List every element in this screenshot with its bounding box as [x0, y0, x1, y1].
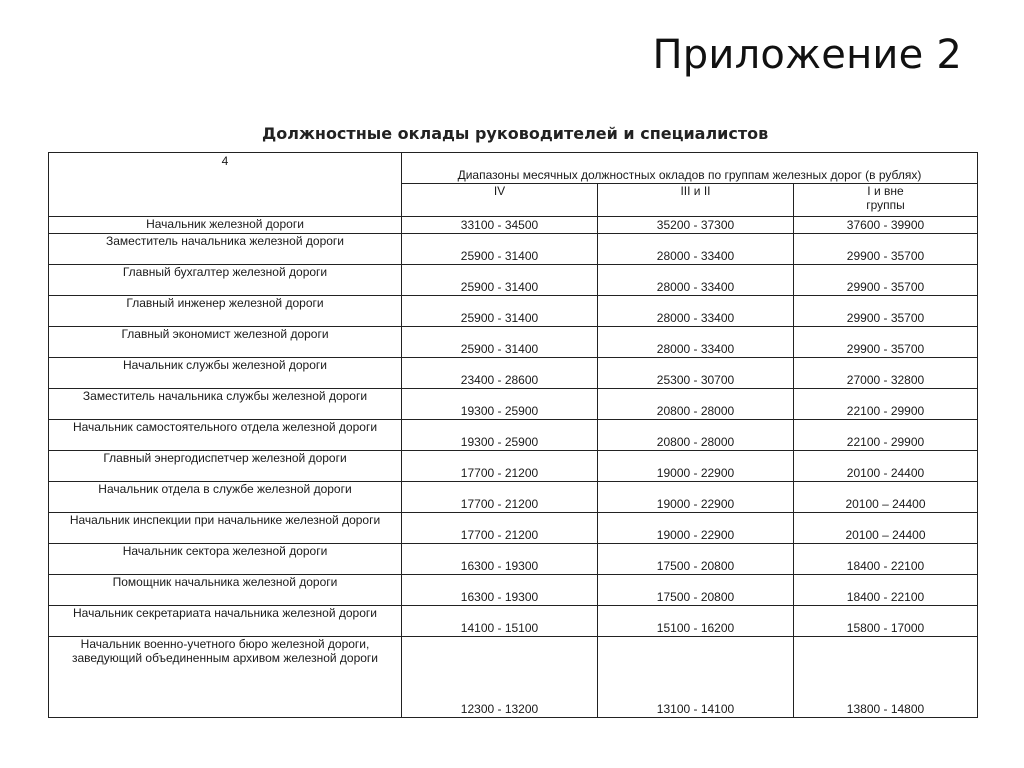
position-label: Заместитель начальника железной дороги [106, 234, 344, 248]
salary-range-g32: 28000 - 33400 [598, 296, 794, 327]
salary-range-g4: 16300 - 19300 [402, 544, 598, 575]
position-label: Начальник самостоятельного отдела железной дороги [72, 420, 378, 434]
salary-range-g1: 29900 - 35700 [794, 265, 978, 296]
salary-range-g4: 25900 - 31400 [402, 234, 598, 265]
salary-range-g4: 19300 - 25900 [402, 420, 598, 451]
table-row [49, 513, 978, 544]
salary-range-g4: 14100 - 15100 [402, 606, 598, 637]
salary-range-g32: 17500 - 20800 [598, 544, 794, 575]
salary-range-g32: 35200 - 37300 [598, 217, 794, 234]
salary-range-g32: 19000 - 22900 [598, 482, 794, 513]
position-label: Начальник секретариата начальника железной дороги [73, 606, 377, 620]
header-number: 4 [221, 154, 229, 168]
salary-range-g32: 19000 - 22900 [598, 513, 794, 544]
salary-range-g1: 18400 - 22100 [794, 544, 978, 575]
table-title: Должностные оклады руководителей и специалистов [262, 124, 769, 143]
salary-range-g1: 20100 – 24400 [794, 482, 978, 513]
table-row [49, 327, 978, 358]
header-range-label: Диапазоны месячных должностных окладов по группам железных дорог (в рублях) [457, 168, 922, 182]
position-label: Начальник военно-учетного бюро железной дороги, [80, 637, 370, 651]
salary-table-body [49, 153, 978, 718]
salary-range-g4: 25900 - 31400 [402, 296, 598, 327]
position-cell [49, 358, 402, 389]
salary-range-g32: 25300 - 30700 [598, 358, 794, 389]
salary-range-g4: 25900 - 31400 [402, 327, 598, 358]
position-cell [49, 544, 402, 575]
position-label: Помощник начальника железной дороги [112, 575, 338, 589]
salary-range-g1: 29900 - 35700 [794, 234, 978, 265]
position-cell [49, 575, 402, 606]
table-row [49, 637, 978, 718]
position-label: Главный бухгалтер железной дороги [122, 265, 328, 279]
position-label: Начальник сектора железной дороги [122, 544, 328, 558]
table-row [49, 296, 978, 327]
position-label: Начальник отдела в службе железной дороги [98, 482, 352, 496]
header-group-iv-label: IV [493, 184, 506, 198]
header-group-i [794, 184, 978, 217]
salary-range-g4: 17700 - 21200 [402, 513, 598, 544]
position-label: Заместитель начальника службы железной дороги [82, 389, 368, 403]
position-cell [49, 637, 402, 718]
salary-range-g32: 28000 - 33400 [598, 265, 794, 296]
position-label: Начальник железной дороги [146, 217, 304, 231]
table-row [49, 544, 978, 575]
header-group-iv [402, 184, 598, 217]
position-cell [49, 420, 402, 451]
header-group-i-line2: группы [866, 198, 905, 212]
position-label: Главный экономист железной дороги [121, 327, 329, 341]
salary-range-g1: 22100 - 29900 [794, 420, 978, 451]
salary-range-g32: 28000 - 33400 [598, 234, 794, 265]
position-cell [49, 217, 402, 234]
salary-range-g1: 22100 - 29900 [794, 389, 978, 420]
position-cell [49, 389, 402, 420]
position-cell [49, 482, 402, 513]
position-label: Главный энергодиспетчер железной дороги [103, 451, 347, 465]
salary-range-g32: 19000 - 22900 [598, 451, 794, 482]
table-row [49, 575, 978, 606]
position-cell [49, 451, 402, 482]
salary-range-g1: 27000 - 32800 [794, 358, 978, 389]
salary-range-g32: 20800 - 28000 [598, 420, 794, 451]
salary-range-g4: 23400 - 28600 [402, 358, 598, 389]
position-label: Главный инженер железной дороги [126, 296, 324, 310]
salary-range-g1: 20100 – 24400 [794, 513, 978, 544]
table-row [49, 265, 978, 296]
position-label: Начальник инспекции при начальнике железной дороги [69, 513, 381, 527]
position-label: заведующий объединенным архивом железной дороги [71, 651, 379, 665]
position-label: Начальник службы железной дороги [123, 358, 327, 372]
salary-range-g1: 37600 - 39900 [794, 217, 978, 234]
salary-range-g4: 33100 - 34500 [402, 217, 598, 234]
salary-range-g4: 19300 - 25900 [402, 389, 598, 420]
salary-range-g4: 17700 - 21200 [402, 451, 598, 482]
position-cell [49, 513, 402, 544]
salary-range-g1: 20100 - 24400 [794, 451, 978, 482]
salary-range-g1: 13800 - 14800 [794, 637, 978, 718]
table-row [49, 389, 978, 420]
position-cell [49, 265, 402, 296]
salary-range-g32: 13100 - 14100 [598, 637, 794, 718]
position-cell [49, 327, 402, 358]
salary-range-g1: 18400 - 22100 [794, 575, 978, 606]
salary-range-g1: 15800 - 17000 [794, 606, 978, 637]
salary-range-g32: 28000 - 33400 [598, 327, 794, 358]
salary-range-g4: 16300 - 19300 [402, 575, 598, 606]
salary-range-g32: 17500 - 20800 [598, 575, 794, 606]
position-cell [49, 296, 402, 327]
table-row [49, 234, 978, 265]
header-group-i-line1: I и вне [867, 184, 904, 198]
header-group-iii-ii-label: III и II [680, 184, 711, 198]
position-cell [49, 606, 402, 637]
header-range-cell [402, 153, 978, 184]
table-row [49, 606, 978, 637]
table-row [49, 420, 978, 451]
table-row [49, 217, 978, 234]
table-row [49, 358, 978, 389]
header-row-range [49, 153, 978, 184]
salary-table [48, 152, 978, 718]
salary-range-g32: 20800 - 28000 [598, 389, 794, 420]
header-group-iii-ii [598, 184, 794, 217]
salary-range-g4: 25900 - 31400 [402, 265, 598, 296]
header-number-cell [49, 153, 402, 217]
slide-title: Приложение 2 [652, 32, 962, 78]
table-row [49, 451, 978, 482]
salary-range-g32: 15100 - 16200 [598, 606, 794, 637]
salary-range-g4: 12300 - 13200 [402, 637, 598, 718]
salary-range-g1: 29900 - 35700 [794, 296, 978, 327]
table-row [49, 482, 978, 513]
position-cell [49, 234, 402, 265]
salary-range-g1: 29900 - 35700 [794, 327, 978, 358]
salary-range-g4: 17700 - 21200 [402, 482, 598, 513]
